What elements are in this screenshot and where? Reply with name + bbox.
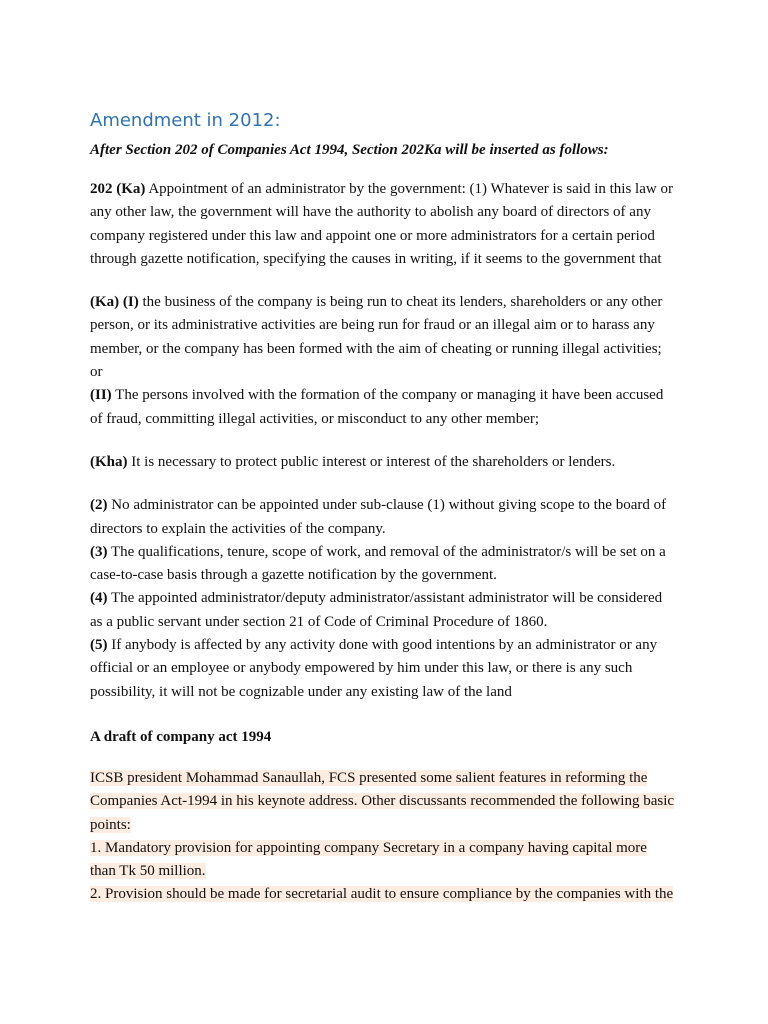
paragraph-line: or [90,364,103,381]
clause-label: (4) [90,590,108,607]
clause-ka-paragraph [90,291,690,431]
spacer [90,271,690,291]
highlighted-line [90,883,690,906]
highlight-text: ICSB president Mohammad Sanaullah, FCS presented some salient features in reforming the [90,769,648,786]
intro-line: After Section 202 of Companies Act 1994, Section 202Ka will be inserted as follows: [90,142,609,158]
clause-label: 202 (Ka) [90,181,146,197]
clause-text: No administrator can be appointed under sub-clause (1) without giving scope to the board of [107,497,667,514]
section-heading: Amendment in 2012: [90,110,281,131]
paragraph-line: as a public servant under section 21 of Code of Criminal Procedure of 1860. [90,613,548,630]
clause-label: (II) [90,387,112,404]
clause-text: If anybody is affected by any activity done with good intentions by an administrator or any [107,637,658,654]
paragraph-line [90,451,690,474]
clause-text: The persons involved with the formation of the company or managing it have been accused [111,387,664,404]
numbered-clauses [90,494,690,704]
paragraph-line: through gazette notification, specifying the causes in writing, if it seems to the government that [90,250,662,267]
highlighted-line [90,837,690,860]
clause-text: the business of the company is being run to cheat its lenders, shareholders or any other [138,294,663,311]
clause-label: (Kha) [90,453,128,470]
spacer [90,474,690,494]
spacer [90,159,690,178]
clause-text: Appointment of an administrator by the government: (1) Whatever is said in this law or [145,181,673,197]
paragraph-line: directors to explain the activities of the company. [90,520,386,537]
clause-kha-paragraph [90,451,690,474]
highlight-text: 1. Mandatory provision for appointing company Secretary in a company having capital more [90,839,647,856]
highlighted-line [90,790,690,813]
clause-label: (2) [90,497,108,514]
clause-label: (Ka) (I) [90,294,139,311]
paragraph-line [90,494,690,517]
paragraph-line: official or an employee or anybody empowered by him under this law, or there is any such [90,660,633,677]
paragraph-line: any other law, the government will have the authority to abolish any board of directors of any [90,204,651,221]
clause-label: (3) [90,543,108,560]
paragraph-line: person, or its administrative activities are being run for fraud or an illegal aim or to harass any [90,317,655,334]
paragraph-line: of fraud, committing illegal activities, or misconduct to any other member; [90,410,540,427]
clause-label: (5) [90,637,108,654]
section-202ka-paragraph [90,178,690,271]
highlight-text: points: [90,816,131,833]
paragraph-line [90,634,690,657]
highlight-text: than Tk 50 million. [90,863,206,880]
clause-text: The qualifications, tenure, scope of work, and removal of the administrator/s will be set on a [107,543,666,560]
highlight-text: Companies Act-1994 in his keynote address. Other discussants recommended the following basic [90,793,675,810]
paragraph-line [90,178,690,201]
paragraph-line: case-to-case basis through a gazette notification by the government. [90,567,497,584]
spacer [90,431,690,451]
highlighted-line [90,814,690,837]
highlighted-line [90,767,690,790]
paragraph-line [90,541,690,564]
clause-text: The appointed administrator/deputy administrator/assistant administrator will be considered [107,590,663,607]
document-page [90,108,690,907]
paragraph-line: company registered under this law and appoint one or more administrators for a certain period [90,227,655,244]
paragraph-line: possibility, it will not be cognizable under any existing law of the land [90,683,512,700]
highlighted-paragraph [90,767,690,907]
draft-section-title: A draft of company act 1994 [90,728,272,745]
paragraph-line [90,587,690,610]
paragraph-line [90,384,690,407]
paragraph-line: member, or the company has been formed with the aim of cheating or running illegal activities; [90,340,662,357]
paragraph-line [90,291,690,314]
highlight-text: 2. Provision should be made for secretarial audit to ensure compliance by the companies with the [90,886,674,903]
highlighted-line [90,860,690,883]
clause-text: It is necessary to protect public interest or interest of the shareholders or lenders. [127,453,616,470]
